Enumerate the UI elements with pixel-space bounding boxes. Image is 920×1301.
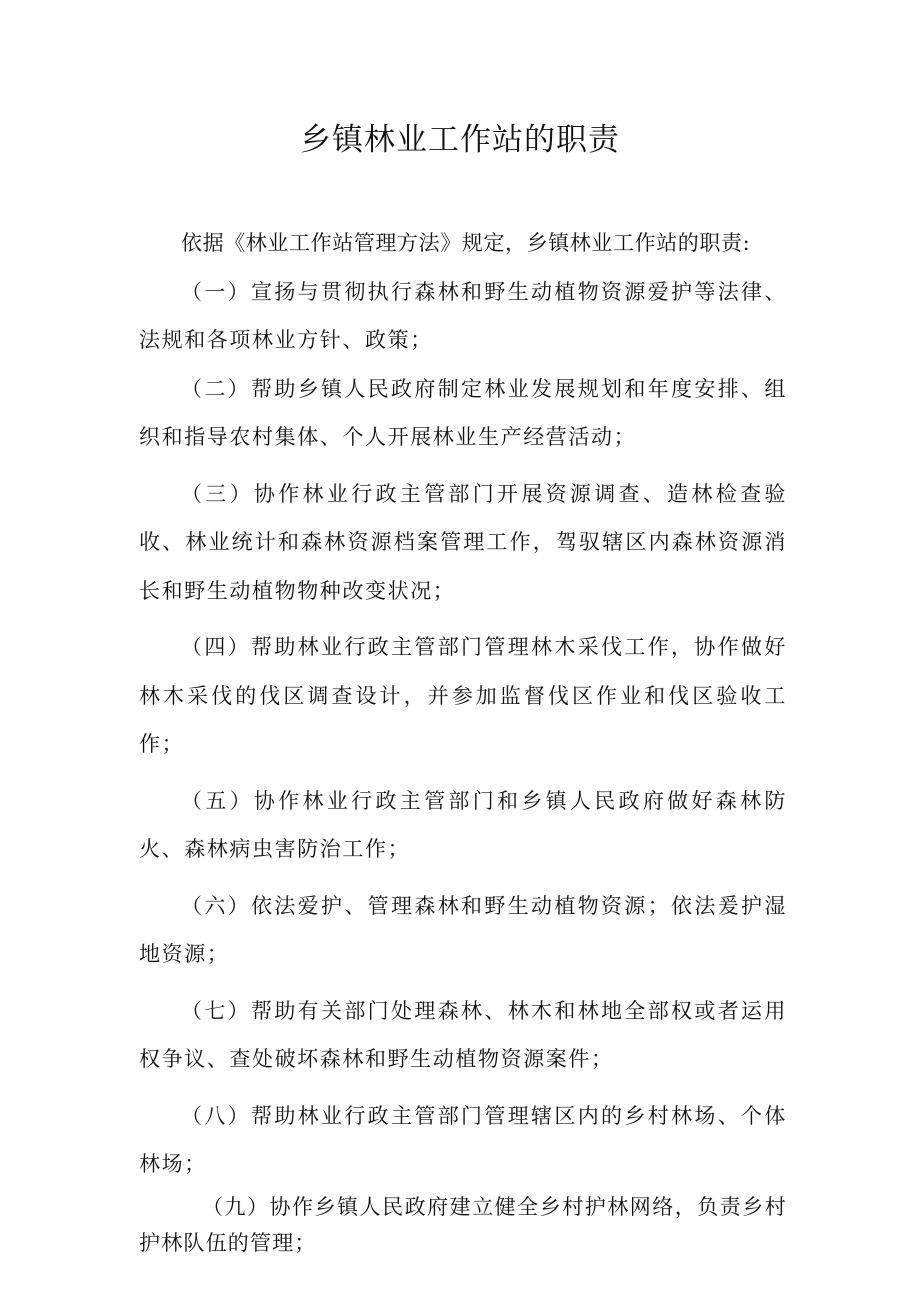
duty-item-3: （三）协作林业行政主管部门开展资源调查、造林检查验收、林业统计和森林资源档案管理工作，驾驭辖区内森林资源消长和野生动植物物种改变状况； bbox=[139, 481, 787, 603]
duty-item-6: （六）依法爱护、管理森林和野生动植物资源；依法爰护湿地资源； bbox=[139, 893, 787, 966]
duty-item-8: （八）帮助林业行政主管部门管理辖区内的乡村林场、个体林场； bbox=[139, 1103, 787, 1176]
duty-item-2: （二）帮助乡镇人民政府制定林业发展规划和年度安排、组织和指导农村集体、个人开展林业生产经营活动； bbox=[139, 376, 787, 449]
duty-item-4: （四）帮助林业行政主管部门管理林木采伐工作，协作做好林木采伐的伐区调查设计，并参加监督伐区作业和伐区验收工作； bbox=[139, 635, 787, 756]
duty-item-7: （七）帮助有关部门处理森林、林木和林地全部权或者运用权争议、查处破坏森林和野生动植物资源案件； bbox=[139, 998, 787, 1071]
duty-item-9: （九）协作乡镇人民政府建立健全乡村护林网络，负责乡村护林队伍的管理； bbox=[139, 1194, 787, 1255]
document-body bbox=[139, 219, 787, 1261]
document-title: 乡镇林业工作站的职责 bbox=[300, 122, 620, 158]
duty-item-1: （一）宣扬与贯彻执行森林和野生动植物资源爱护等法律、法规和各项林业方针、政策； bbox=[139, 279, 787, 352]
intro-paragraph: 依据《林业工作站管理方法》规定，乡镇林业工作站的职责: bbox=[181, 231, 751, 255]
duty-item-5: （五）协作林业行政主管部门和乡镇人民政府做好森林防火、森林病虫害防治工作； bbox=[139, 788, 787, 861]
